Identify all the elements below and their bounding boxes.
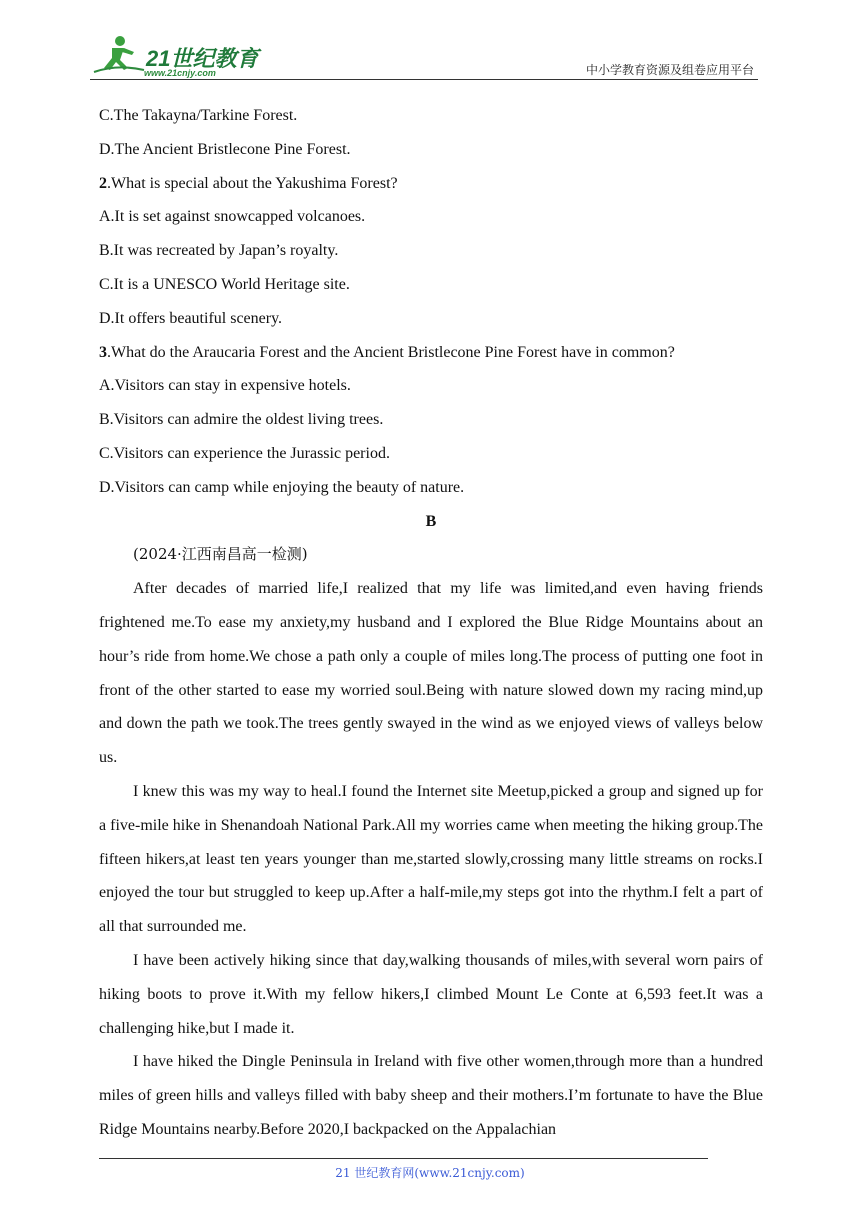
q2-number: 2 bbox=[99, 174, 107, 192]
q3-option-c: C.Visitors can experience the Jurassic period. bbox=[99, 444, 390, 462]
site-logo bbox=[90, 34, 265, 78]
runner-logo-icon bbox=[90, 34, 146, 78]
logo-text: 21世纪教育 bbox=[146, 46, 259, 71]
section-heading: B bbox=[425, 512, 437, 530]
passage-paragraph: After decades of married life,I realized that my life was limited,and even having friends frightened me.To ease my anxiety,my husband and I explored the Blue Ridge Mountains about an hour’s ride from home.We chose a path only a couple of miles long.The process of putting one foot in front of the other started to ease my worried soul.Being with nature slowed down my racing mind,up and down the path we took.The trees gently swayed in the wind as we enjoyed views of valleys below us. bbox=[99, 580, 763, 767]
q3-option-b: B.Visitors can admire the oldest living trees. bbox=[99, 411, 384, 429]
q3-option-d: D.Visitors can camp while enjoying the beauty of nature. bbox=[99, 478, 465, 496]
q3-number: 3 bbox=[99, 343, 107, 361]
passage-paragraph: I have been actively hiking since that day,walking thousands of miles,with several worn pairs of hiking boots to prove it.With my fellow hikers,I climbed Mount Le Conte at 6,593 feet.It was a challenging hike,but I made it. bbox=[99, 951, 763, 1037]
footer-divider bbox=[99, 1158, 708, 1159]
page-header bbox=[90, 30, 758, 80]
passage-paragraph: I have hiked the Dingle Peninsula in Ireland with five other women,through more than a hundred miles of green hills and valleys filled with baby sheep and their mothers.I’m fortunate to have the Blue Ridge Mountains nearby.Before 2020,I backpacked on the Appalachian bbox=[99, 1053, 763, 1138]
header-divider bbox=[90, 79, 758, 80]
passage-paragraph: I knew this was my way to heal.I found the Internet site Meetup,picked a group and signed up for a five-mile hike in Shenandoah National Park.All my worries came when meeting the hiking group.The fifteen hikers,at least ten years younger than me,started slowly,crossing many little streams on rocks.I enjoyed the tour but struggled to keep up.After a half-mile,my steps got into the rhythm.I felt a part of all that surrounded me. bbox=[99, 782, 763, 936]
logo-url: www.21cnjy.com bbox=[144, 68, 216, 78]
q2-option-a: A.It is set against snowcapped volcanoes. bbox=[99, 208, 366, 226]
q3-stem bbox=[99, 336, 763, 370]
q2-option-c: C.It is a UNESCO World Heritage site. bbox=[99, 275, 350, 293]
document-body bbox=[99, 99, 763, 1147]
q2-stem-text: .What is special about the Yakushima Forest? bbox=[107, 174, 398, 192]
header-tagline: 中小学教育资源及组卷应用平台 bbox=[585, 63, 754, 77]
q1-option-d: D.The Ancient Bristlecone Pine Forest. bbox=[99, 140, 351, 158]
q2-stem bbox=[99, 167, 763, 201]
q3-stem-text: .What do the Araucaria Forest and the Ancient Bristlecone Pine Forest have in common? bbox=[107, 343, 675, 361]
q1-option-c: C.The Takayna/Tarkine Forest. bbox=[99, 107, 298, 124]
q2-option-b: B.It was recreated by Japan’s royalty. bbox=[99, 242, 339, 260]
passage-source: (2024·江西南昌高一检测) bbox=[133, 545, 308, 564]
page-footer: 21 世纪教育网(www.21cnjy.com) bbox=[335, 1166, 525, 1180]
q2-option-d: D.It offers beautiful scenery. bbox=[99, 309, 283, 327]
q3-option-a: A.Visitors can stay in expensive hotels. bbox=[99, 377, 351, 395]
